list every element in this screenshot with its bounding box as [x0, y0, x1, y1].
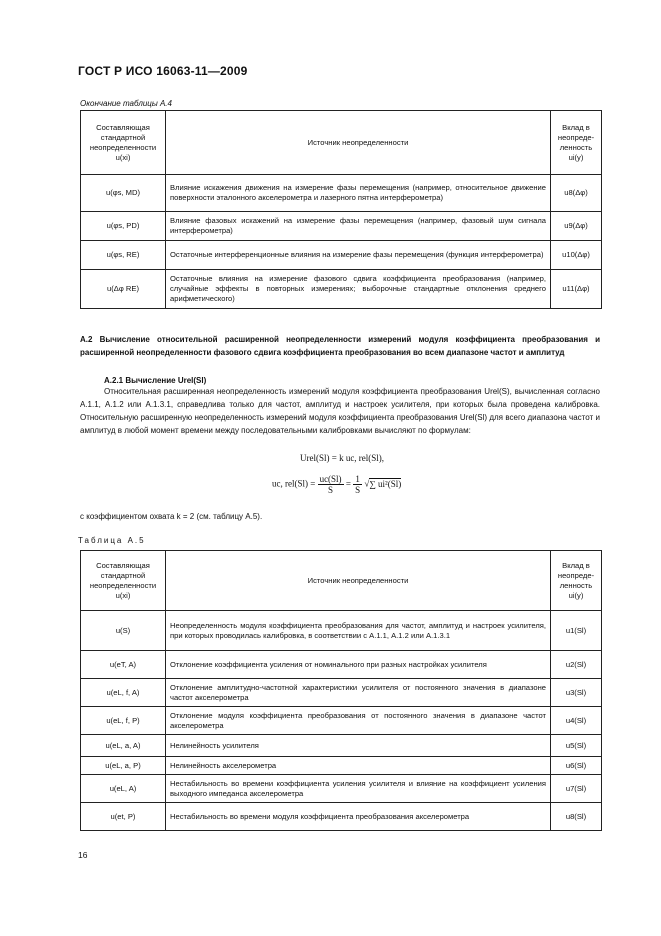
symbol-cell: u(eL, a, P): [81, 757, 166, 775]
table-row: [81, 707, 602, 735]
symbol-cell: u(φs, RE): [81, 241, 166, 270]
contrib-cell: u5(Sl): [551, 735, 602, 757]
symbol-cell: u(φs, PD): [81, 212, 166, 241]
symbol-cell: u(eL, f, A): [81, 679, 166, 707]
page-number: 16: [78, 850, 88, 860]
document-header: ГОСТ Р ИСО 16063-11—2009: [78, 64, 248, 78]
source-cell: Отклонение амплитудно-частотной характеристики усилителя от постоянного значения в диапазоне частот акселерометра: [166, 679, 551, 707]
symbol-cell: u(eL, f, P): [81, 707, 166, 735]
table-row: [81, 611, 602, 651]
contrib-cell: u8(Δφ): [551, 175, 602, 212]
contrib-cell: u11(Δφ): [551, 270, 602, 309]
table-header-row: [81, 551, 602, 611]
table-row: [81, 270, 602, 309]
source-cell: Отклонение коэффициента усиления от номинального при разных настройках усилителя: [166, 651, 551, 679]
symbol-cell: u(φs, MD): [81, 175, 166, 212]
header-col3: Вклад в неопреде-ленность ui(y): [551, 111, 602, 175]
header-col3: Вклад в неопреде-ленность ui(y): [551, 551, 602, 611]
source-cell: Нестабильность во времени коэффициента усиления усилителя и влияние на коэффициент усиления выходного импеданса акселерометра: [166, 775, 551, 803]
table-a5: [80, 550, 602, 831]
contrib-cell: u4(Sl): [551, 707, 602, 735]
contrib-cell: u8(Sl): [551, 803, 602, 831]
symbol-cell: u(eL, a, A): [81, 735, 166, 757]
contrib-cell: u9(Δφ): [551, 212, 602, 241]
contrib-cell: u3(Sl): [551, 679, 602, 707]
symbol-cell: u(eT, A): [81, 651, 166, 679]
header-col1: Составляющая стандартной неопределенности u(xi): [81, 111, 166, 175]
table-a4: [80, 110, 602, 309]
source-cell: Остаточные интерференционные влияния на измерение фазы перемещения (функция интерферометра): [166, 241, 551, 270]
source-cell: Нелинейность акселерометра: [166, 757, 551, 775]
table-row: [81, 735, 602, 757]
fraction-2: [353, 474, 362, 495]
source-cell: Влияние фазовых искажений на измерение фазы перемещения (например, фазовый шум сигнала интерферометра): [166, 212, 551, 241]
table-a5-caption: Таблица А.5: [78, 536, 146, 545]
symbol-cell: u(et, P): [81, 803, 166, 831]
sqrt-sign: √: [364, 478, 370, 489]
contrib-cell: u1(Sl): [551, 611, 602, 651]
symbol-cell: u(S): [81, 611, 166, 651]
header-col1: Составляющая стандартной неопределенности u(xi): [81, 551, 166, 611]
table-row: [81, 651, 602, 679]
fraction-2-numerator: 1: [353, 474, 362, 485]
table-row: [81, 212, 602, 241]
source-cell: Остаточные влияния на измерение фазового сдвига коэффициента преобразования (например, случайные эффекты в повторных измерениях; выборочные стандартные отклонения среднего арифметического): [166, 270, 551, 309]
section-a21-heading: А.2.1 Вычисление Urel(Sl): [104, 376, 207, 385]
coverage-factor-text: с коэффициентом охвата k = 2 (см. таблицу А.5).: [80, 512, 263, 521]
header-col2: Источник неопределенности: [166, 111, 551, 175]
section-a2-heading: А.2 Вычисление относительной расширенной неопределенности измерений модуля коэффициента преобразования и расширенной неопределенности фазового сдвига коэффициента преобразования во всем диапазоне частот и амплитуд: [80, 335, 600, 357]
table-row: [81, 757, 602, 775]
table-row: [81, 803, 602, 831]
contrib-cell: u6(Sl): [551, 757, 602, 775]
formula-equals: =: [345, 478, 351, 489]
source-cell: Влияние искажения движения на измерение фазы перемещения (например, относительное движение поверхности эталонного акселерометра и лазерного пятна интерферометра): [166, 175, 551, 212]
header-col2: Источник неопределенности: [166, 551, 551, 611]
table-row: [81, 241, 602, 270]
source-cell: Нестабильность во времени модуля коэффициента преобразования акселерометра: [166, 803, 551, 831]
formula-urel: Urel(Sl) = k uc, rel(Sl),: [300, 453, 385, 463]
source-cell: Неопределенность модуля коэффициента преобразования для частот, амплитуд и настроек усилителя, при которых проводилась калибровка, в соответствии с А.1.1, А.1.2 или А.1.3.1: [166, 611, 551, 651]
sqrt-radicand: ∑ ui²(Sl): [369, 478, 402, 489]
table-a4-caption: Окончание таблицы А.4: [80, 99, 172, 108]
contrib-cell: u2(Sl): [551, 651, 602, 679]
table-row: [81, 175, 602, 212]
source-cell: Нелинейность усилителя: [166, 735, 551, 757]
section-a21-paragraph: Относительная расширенная неопределенность измерений модуля коэффициента преобразования Urel(S), вычисленная согласно А.1.1, А.1.2 или А.1.3.1, справедлива только для частот, амплитуд и настроек усилителя, при которых была проведена калибровка. Относительную расширенную неопределенность измерений модуля коэффициента преобразования Urel(Sl) для всего диапазона частот и амплитуд в любой момент времени между последовательными калибровками вычисляют по формулам:: [80, 387, 600, 435]
fraction-1: [318, 474, 344, 495]
contrib-cell: u7(Sl): [551, 775, 602, 803]
fraction-2-denominator: S: [355, 485, 361, 495]
table-row: [81, 775, 602, 803]
symbol-cell: u(eL, A): [81, 775, 166, 803]
table-row: [81, 679, 602, 707]
fraction-1-numerator: uc(Sl): [319, 474, 342, 484]
table-header-row: [81, 111, 602, 175]
symbol-cell: u(Δφ RE): [81, 270, 166, 309]
formula-lhs: uc, rel(Sl) =: [272, 478, 316, 489]
contrib-cell: u10(Δφ): [551, 241, 602, 270]
source-cell: Отклонение модуля коэффициента преобразования от постоянного значения в диапазоне частот акселерометра: [166, 707, 551, 735]
formula-uc-rel: [272, 474, 401, 495]
fraction-1-denominator: S: [328, 485, 334, 495]
